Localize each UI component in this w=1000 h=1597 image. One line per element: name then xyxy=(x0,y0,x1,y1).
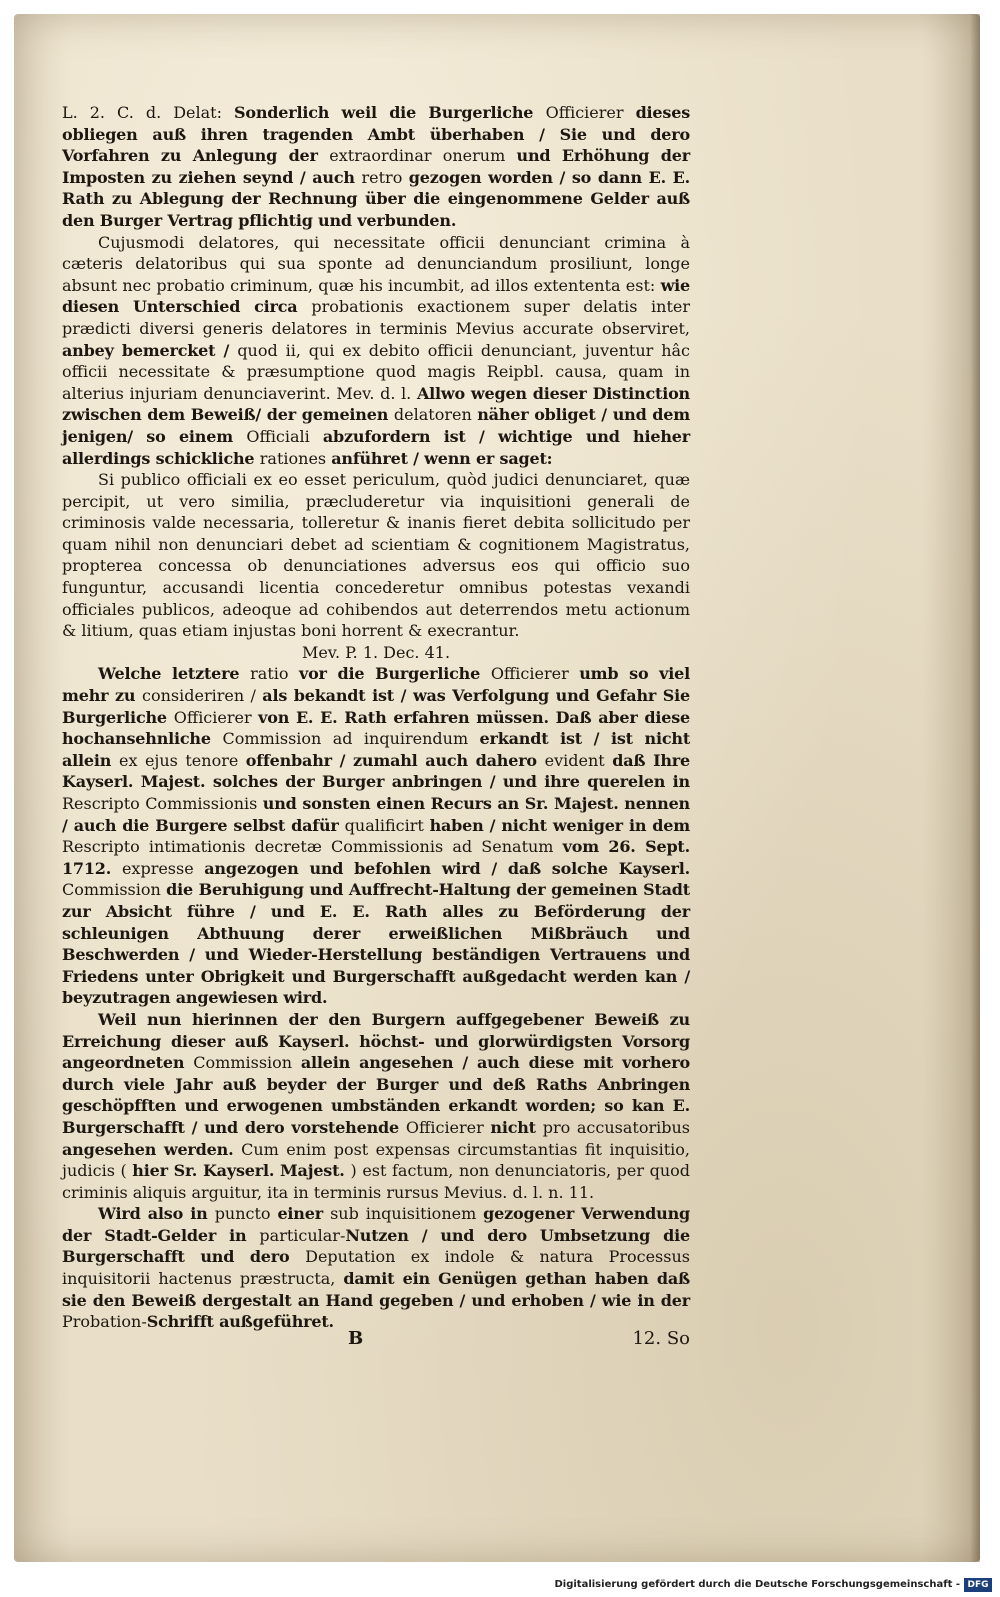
credit-text: Digitalisierung gefördert durch die Deutsche Forschungsgemeinschaft - xyxy=(554,1579,960,1590)
latin-text-run: Officiali xyxy=(246,426,323,446)
german-text-run: gezogener Verwendung der Stadt-Gelder in xyxy=(62,1204,690,1245)
latin-text-run: Si publico officiali ex eo esset periculum, quòd judici denunciaret, quæ percipit, ut vero similia, præcluderetur via inquisitioni generali de criminosis valde necessaria, tolleretur & inanis fieret debita sollicitudo per quam nihil non denunciari debet ad scientiam & cognitionem Magistratus, propterea concessa ob denunciationes adversus eos qui officio suo funguntur, accusandi licentia concederetur omnibus potestas vexandi officiales publicos, adeoque ad cohibendos aut deterrendos metu actionum & litium, quas etiam injustas boni horrent & execrantur. xyxy=(62,470,690,641)
german-text-run: haben / nicht weniger in dem xyxy=(429,815,690,835)
paragraph-p6 xyxy=(62,1009,690,1203)
german-text-run: Allwo wegen dieser Distinction zwischen dem Beweiß/ der gemeinen xyxy=(62,383,690,425)
latin-text-run: retro xyxy=(361,167,409,187)
latin-text-run: extraordinar onerum xyxy=(329,146,517,166)
latin-text-run: evident xyxy=(544,750,613,770)
latin-text-run: rationes xyxy=(259,448,332,468)
german-text-run: nicht xyxy=(490,1117,543,1137)
german-text-run: hier Sr. Kayserl. Majest. xyxy=(132,1161,351,1181)
latin-text-run: Rescripto intimationis decretæ Commissionis ad Senatum xyxy=(62,837,563,857)
german-text-run: umb so viel mehr zu xyxy=(62,664,691,706)
german-text-run: offenbahr / zumahl auch dahero xyxy=(245,750,545,770)
german-text-run: vor die Burgerliche xyxy=(298,664,491,684)
german-text-run: vom 26. Sept. 1712. xyxy=(62,837,690,878)
latin-text-run: probationis exactionem super delatis inter prædicti diversi generis delatores in terminis Mevius accurate observiret, xyxy=(62,297,690,338)
german-text-run: einer xyxy=(277,1204,331,1224)
german-text-run: Schrifft außgeführet. xyxy=(146,1312,334,1332)
latin-text-run: Commission xyxy=(193,1053,301,1073)
german-text-run: anbey bemercket / xyxy=(62,340,238,360)
paragraph-p5 xyxy=(62,663,690,1009)
latin-text-run: ) est factum, non denunciatoris, per quod criminis aliquis arguitur, ita in terminis rursus Mevius. d. l. n. 11. xyxy=(62,1161,691,1202)
german-text-run: Wird also in xyxy=(98,1204,215,1224)
german-text-run: abzufordern ist / wichtige und hieher allerdings schickliche xyxy=(62,426,690,468)
page-footer xyxy=(62,1328,690,1358)
latin-text-run: quod ii, qui ex debito officii denunciant, juventur hâc officii necessitate & præsumptione quod magis Reipbl. causa, quam in alterius injuriam denunciaverint. Mev. d. l. xyxy=(62,340,691,403)
german-text-run: dieses obliegen auß ihren tragenden Ambt überhaben / Sie und dero Vorfahren zu Anlegung der xyxy=(62,103,691,166)
catchword: 12. So xyxy=(632,1328,690,1349)
dfg-logo: DFG xyxy=(964,1578,992,1592)
latin-text-run: consideriren / xyxy=(142,686,263,706)
german-text-run: näher obliget / und dem jenigen/ so einem xyxy=(62,405,690,446)
latin-text-run: Commission xyxy=(62,880,167,900)
latin-text-run: Commission ad inquirendum xyxy=(222,729,480,749)
latin-text-run: L. 2. C. d. Delat: xyxy=(62,103,235,122)
latin-text-run: Officierer xyxy=(405,1117,491,1137)
signature-mark: B xyxy=(348,1328,364,1349)
latin-text-run: ex ejus tenore xyxy=(118,750,246,770)
page-text-block xyxy=(62,102,690,1333)
german-text-run: Sonderlich weil die Burgerliche xyxy=(234,103,546,122)
latin-text-run: expresse xyxy=(121,858,205,878)
paragraph-p2 xyxy=(62,232,690,470)
latin-text-run: Rescripto Commissionis xyxy=(62,794,263,813)
latin-text-run: particular- xyxy=(259,1225,346,1245)
latin-text-run: puncto xyxy=(214,1204,278,1224)
latin-text-run: delatoren xyxy=(393,405,478,425)
german-text-run: angezogen und befohlen wird / daß solche Kayserl. xyxy=(204,858,690,878)
latin-text-run: Cujusmodi delatores, qui necessitate officii denunciant crimina à cæteris delatoribus qui sua sponte ad denunciandum prosiliunt, longe absunt nec probatio criminum, quæ his incumbit, ad illos extententa est: xyxy=(62,232,690,295)
german-text-run: daß Ihre Kayserl. Majest. solches der Burger anbringen / und ihre querelen in xyxy=(62,750,690,792)
german-text-run: die Beruhigung und Auffrecht-Haltung der gemeinen Stadt zur Absicht führe / und E. E. Rath alles zu Beförderung der schleunigen Abthuung derer erweißlichen Mißbräuch und Beschwerden / und Wieder-Herstellung beständigen Vertrauens und Friedens unter Obrigkeit und Burgerschafft außgedacht werden kan / beyzutragen angewiesen wird. xyxy=(62,880,690,1008)
paragraph-p1 xyxy=(62,102,690,232)
german-text-run: damit ein Genügen gethan haben daß sie den Beweiß dergestalt an Hand gegeben / und erhoben / wie in der xyxy=(62,1269,690,1310)
latin-text-run: pro accusatoribus xyxy=(542,1117,690,1137)
paragraph-p3 xyxy=(62,469,690,642)
german-text-run: gezogen worden / so dann E. E. Rath zu Ablegung der Rechnung über die eingenommene Gelder auß den Burger Vertrag pflichtig und verbunden. xyxy=(62,167,690,230)
latin-text-run: Officierer xyxy=(173,707,259,727)
german-text-run: wie diesen Unterschied circa xyxy=(62,275,690,317)
german-text-run: von E. E. Rath erfahren müssen. Daß aber diese hochansehnliche xyxy=(62,707,691,749)
latin-text-run: qualificirt xyxy=(344,815,430,835)
latin-text-run: Probation- xyxy=(62,1312,147,1332)
latin-text-run: sub inquisitionem xyxy=(330,1204,484,1224)
paragraph-p7 xyxy=(62,1203,690,1333)
latin-text-run: Officierer xyxy=(490,664,580,684)
german-text-run: erkandt ist / ist nicht allein xyxy=(62,729,691,770)
latin-text-run: Officierer xyxy=(545,103,636,122)
page-edge-shadow xyxy=(970,14,980,1562)
german-text-run: und Erhöhung der Imposten zu ziehen seynd / auch xyxy=(62,146,690,187)
paragraph-p4 xyxy=(62,642,690,664)
german-text-run: Weil nun hierinnen der den Burgern auffgegebener Beweiß zu Erreichung dieser auß Kayserl. höchst- und glorwürdigsten Vorsorg angeordneten xyxy=(62,1009,690,1073)
german-text-run: angesehen werden. xyxy=(62,1139,242,1159)
german-text-run: als bekandt ist / was Verfolgung und Gefahr Sie Burgerliche xyxy=(62,686,690,727)
german-text-run: anführet / wenn er saget: xyxy=(331,448,553,468)
latin-text-run: Cum enim post expensas circumstantias fit inquisitio, judicis ( xyxy=(62,1139,690,1181)
latin-text-run: Deputation ex indole & natura Processus inquisitorii hactenus præstructa, xyxy=(62,1247,690,1289)
german-text-run: Nutzen / und dero Umbsetzung die Burgerschafft und dero xyxy=(62,1225,690,1267)
latin-text-run: Mev. P. 1. Dec. 41. xyxy=(301,642,451,662)
german-text-run: allein angesehen / auch diese mit vorhero durch viele Jahr auß beyder der Burger und deß Raths Anbringen geschöpfften und erwogenen umbständen erkandt worden; so kan E. Burgerschafft / und dero vorstehende xyxy=(62,1053,690,1137)
german-text-run: Welche letztere xyxy=(98,664,251,684)
latin-text-run: ratio xyxy=(250,664,299,684)
german-text-run: und sonsten einen Recurs an Sr. Majest. nennen / auch die Burgere selbst dafür xyxy=(62,794,690,835)
digitization-credit-bar xyxy=(0,1574,1000,1597)
